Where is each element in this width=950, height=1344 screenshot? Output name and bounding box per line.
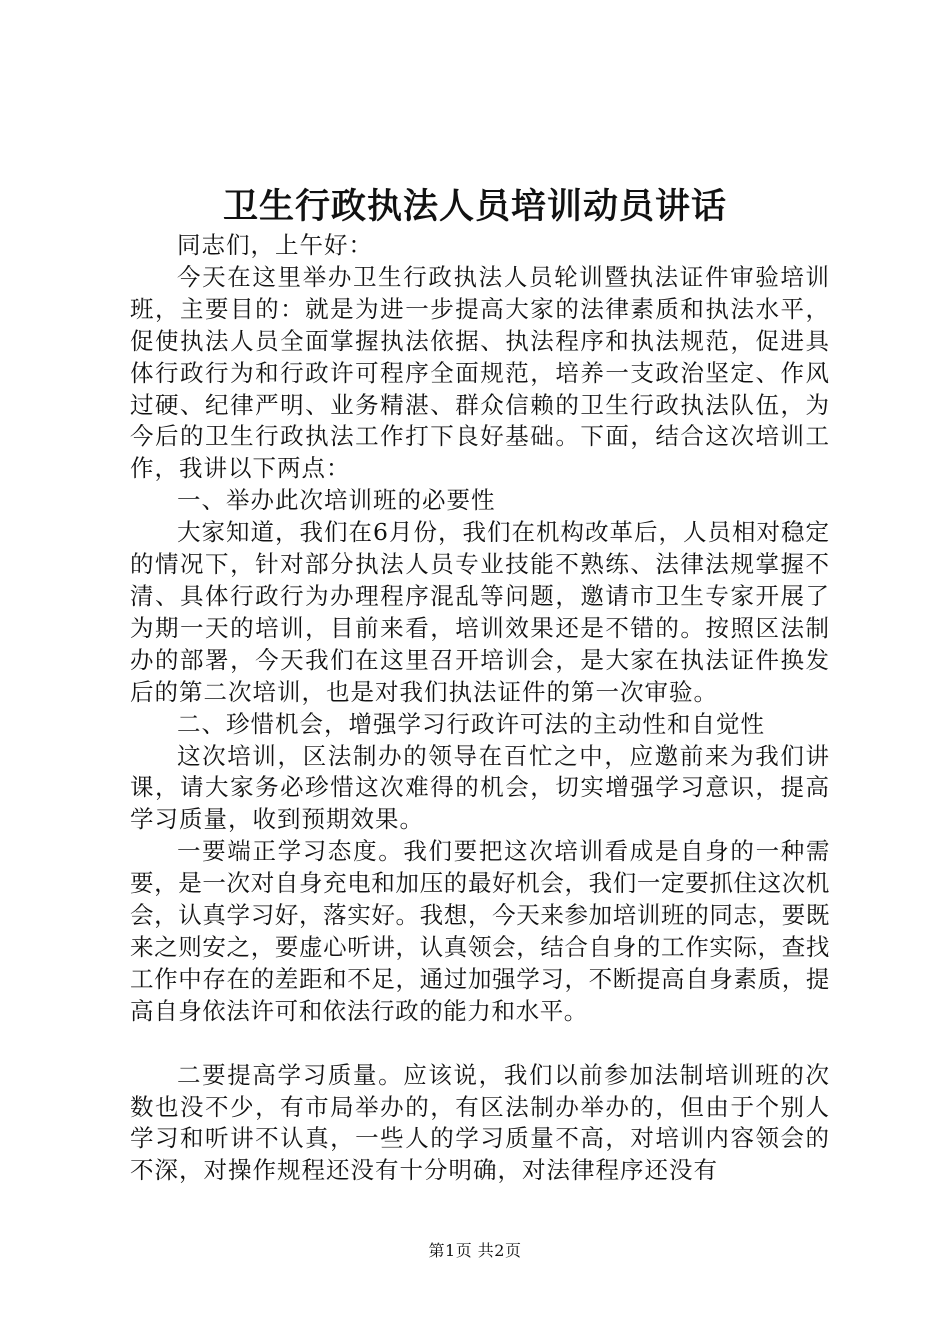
page-footer: 第1页 共2页 [428,1241,522,1260]
section-heading-1: 一、举办此次培训班的必要性 [177,486,496,515]
document-title: 卫生行政执法人员培训动员讲话 [222,186,727,227]
point-1-paragraph: 一要端正学习态度。我们要把这次培训看成是自身的一种需要，是一次对自身充电和加压的最好机会，我们一定要抓住这次机会，认真学习好，落实好。我想，今天来参加培训班的同志，要既来之则安之，要虚心听讲，认真领会，结合自身的工作实际，查找工作中存在的差距和不足，通过加强学习，不断提高自身素质，提高自身依法许可和依法行政的能力和水平。 [130,837,830,1025]
point-2-paragraph: 二要提高学习质量。应该说，我们以前参加法制培训班的次数也没不少，有市局举办的，有区法制办举办的，但由于个别人学习和听讲不认真，一些人的学习质量不高，对培训内容领会的不深，对操作规程还没有十分明确，对法律程序还没有 [130,1060,830,1185]
paragraph-gap [130,1028,830,1060]
document-body [130,230,830,1187]
section-1-paragraph: 大家知道，我们在6月份，我们在机构改革后，人员相对稳定的情况下，针对部分执法人员专业技能不熟练、法律法规掌握不清、具体行政行为办理程序混乱等问题，邀请市卫生专家开展了为期一天的培训，目前来看，培训效果还是不错的。按照区法制办的部署，今天我们在这里召开培训会，是大家在执法证件换发后的第二次培训，也是对我们执法证件的第一次审验。 [130,518,830,706]
section-heading-2: 二、珍惜机会，增强学习行政许可法的主动性和自觉性 [177,709,765,738]
intro-paragraph: 今天在这里举办卫生行政执法人员轮训暨执法证件审验培训班，主要目的：就是为进一步提高大家的法律素质和执法水平，促使执法人员全面掌握执法依据、执法程序和执法规范，促进具体行政行为和行政许可程序全面规范，培养一支政治坚定、作风过硬、纪律严明、业务精湛、群众信赖的卫生行政执法队伍，为今后的卫生行政执法工作打下良好基础。下面，结合这次培训工作，我讲以下两点： [130,262,830,483]
section-2-paragraph: 这次培训，区法制办的领导在百忙之中，应邀前来为我们讲课，请大家务必珍惜这次难得的机会，切实增强学习意识，提高学习质量，收到预期效果。 [130,741,830,834]
greeting-paragraph: 同志们，上午好： [177,231,373,259]
